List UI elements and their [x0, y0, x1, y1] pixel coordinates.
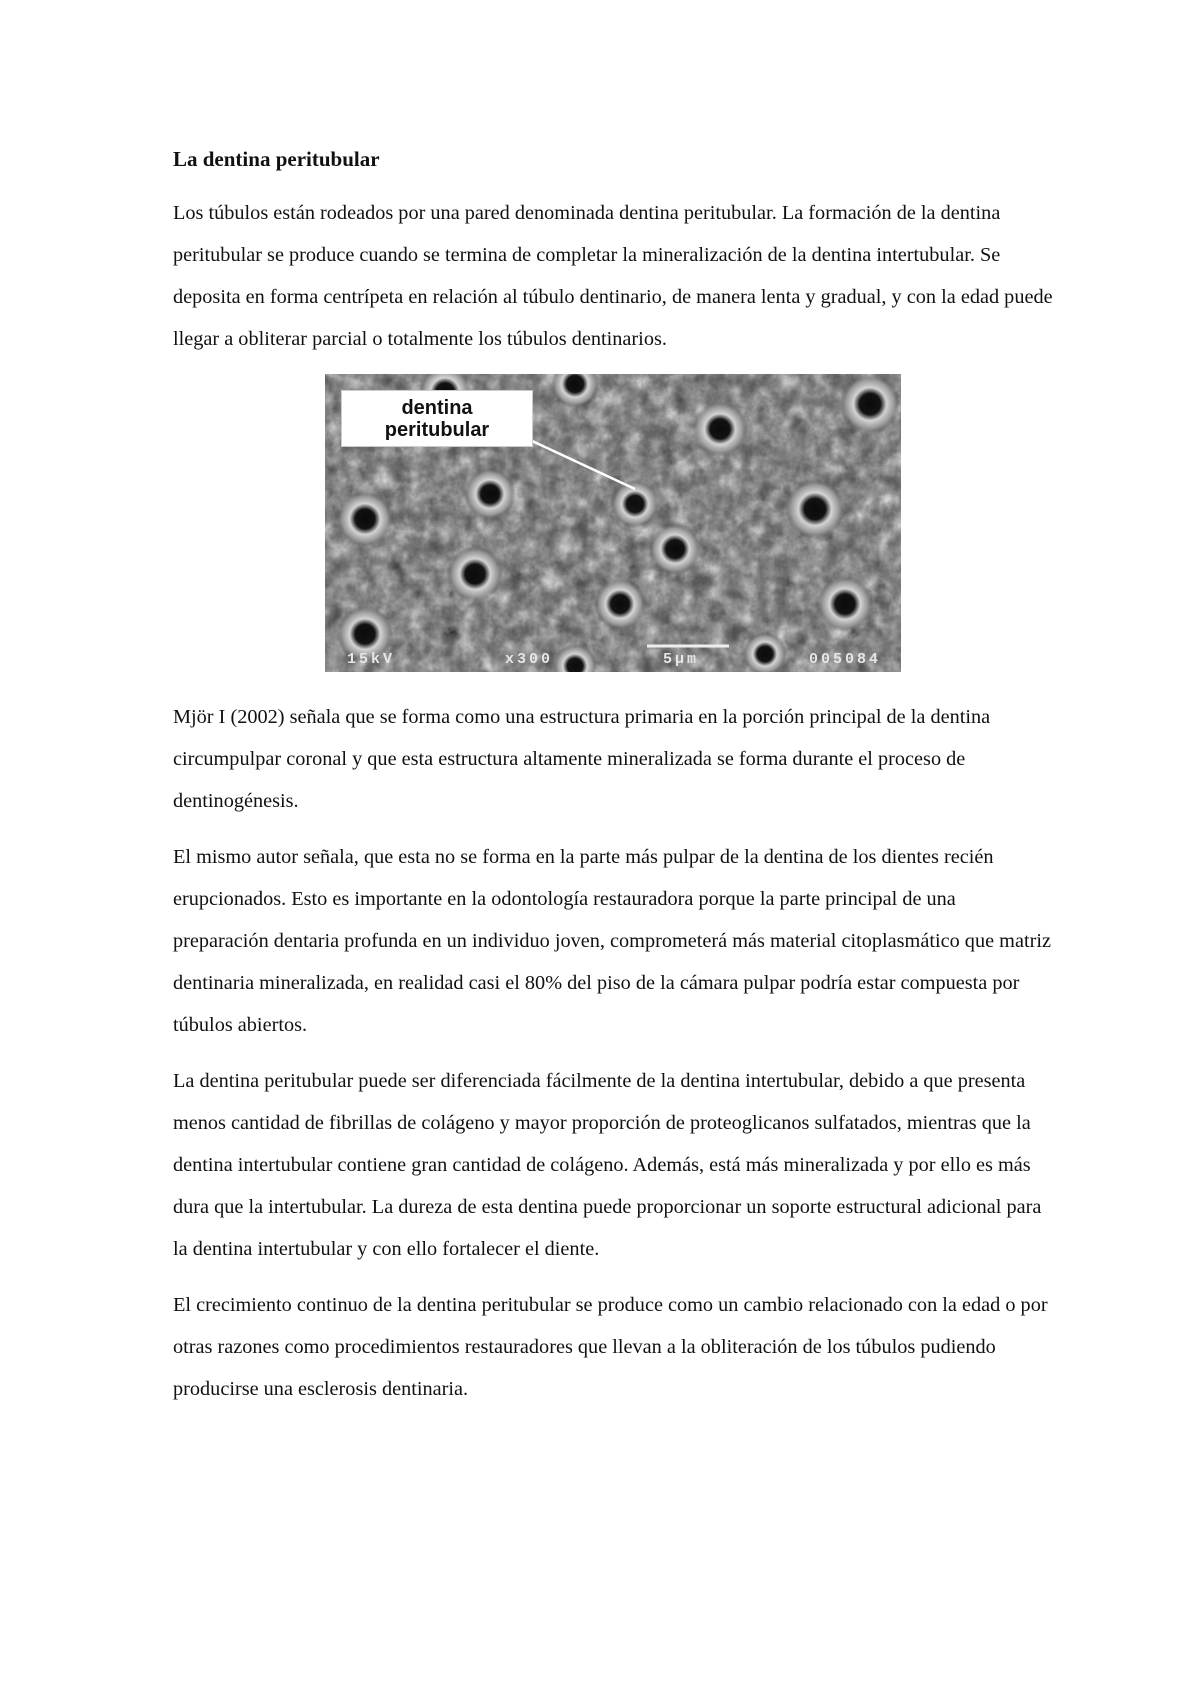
magnification-label: x300 — [504, 651, 553, 668]
paragraph-3: El mismo autor señala, que esta no se forma en la parte más pulpar de la dentina de los dientes recién erupcionados. Esto es importante en la odontología restauradora porque la parte principal de una preparación dentaria profunda en un individuo joven, comprometerá más material citoplasmático que matriz dentinaria mineralizada, en realidad casi el 80% del piso de la cámara pulpar podría estar compuesta por túbulos abiertos. — [173, 846, 1051, 1036]
image-code-label: 005084 — [808, 651, 881, 668]
callout-line-1: dentina — [401, 396, 473, 419]
paragraph-4: La dentina peritubular puede ser diferenciada fácilmente de la dentina intertubular, debido a que presenta menos cantidad de fibrillas de colágeno y mayor proporción de proteoglicanos sulfatados, mientras que la dentina intertubular contiene gran cantidad de colágeno. Además, está más mineralizada y por ello es más dura que la intertubular. La dureza de esta dentina puede proporcionar un soporte estructural adicional para la dentina intertubular y con ello fortalecer el diente. — [173, 1070, 1042, 1260]
callout-line-2: peritubular — [384, 418, 490, 441]
sem-micrograph — [325, 374, 901, 672]
figure-container — [173, 374, 1053, 672]
voltage-label: 15kV — [347, 651, 396, 668]
scale-bar-label: 5μm — [662, 651, 699, 668]
paragraph-5: El crecimiento continuo de la dentina peritubular se produce como un cambio relacionado con la edad o por otras razones como procedimientos restauradores que llevan a la obliteración de los túbulos pudiendo producirse una esclerosis dentinaria. — [173, 1294, 1048, 1400]
document-body — [173, 140, 1053, 1424]
paragraph-2: Mjör I (2002) señala que se forma como una estructura primaria en la porción principal de la dentina circumpulpar coronal y que esta estructura altamente mineralizada se forma durante el proceso de dentinogénesis. — [173, 706, 991, 812]
micrograph-info-bar — [347, 651, 881, 668]
paragraph-1: Los túbulos están rodeados por una pared denominada dentina peritubular. La formación de la dentina peritubular se produce cuando se termina de completar la mineralización de la dentina intertubular. Se deposita en forma centrípeta en relación al túbulo dentinario, de manera lenta y gradual, y con la edad puede llegar a obliterar parcial o totalmente los túbulos dentinarios. — [173, 202, 1053, 350]
figure-callout-label — [341, 390, 533, 447]
section-heading: La dentina peritubular — [173, 147, 380, 171]
